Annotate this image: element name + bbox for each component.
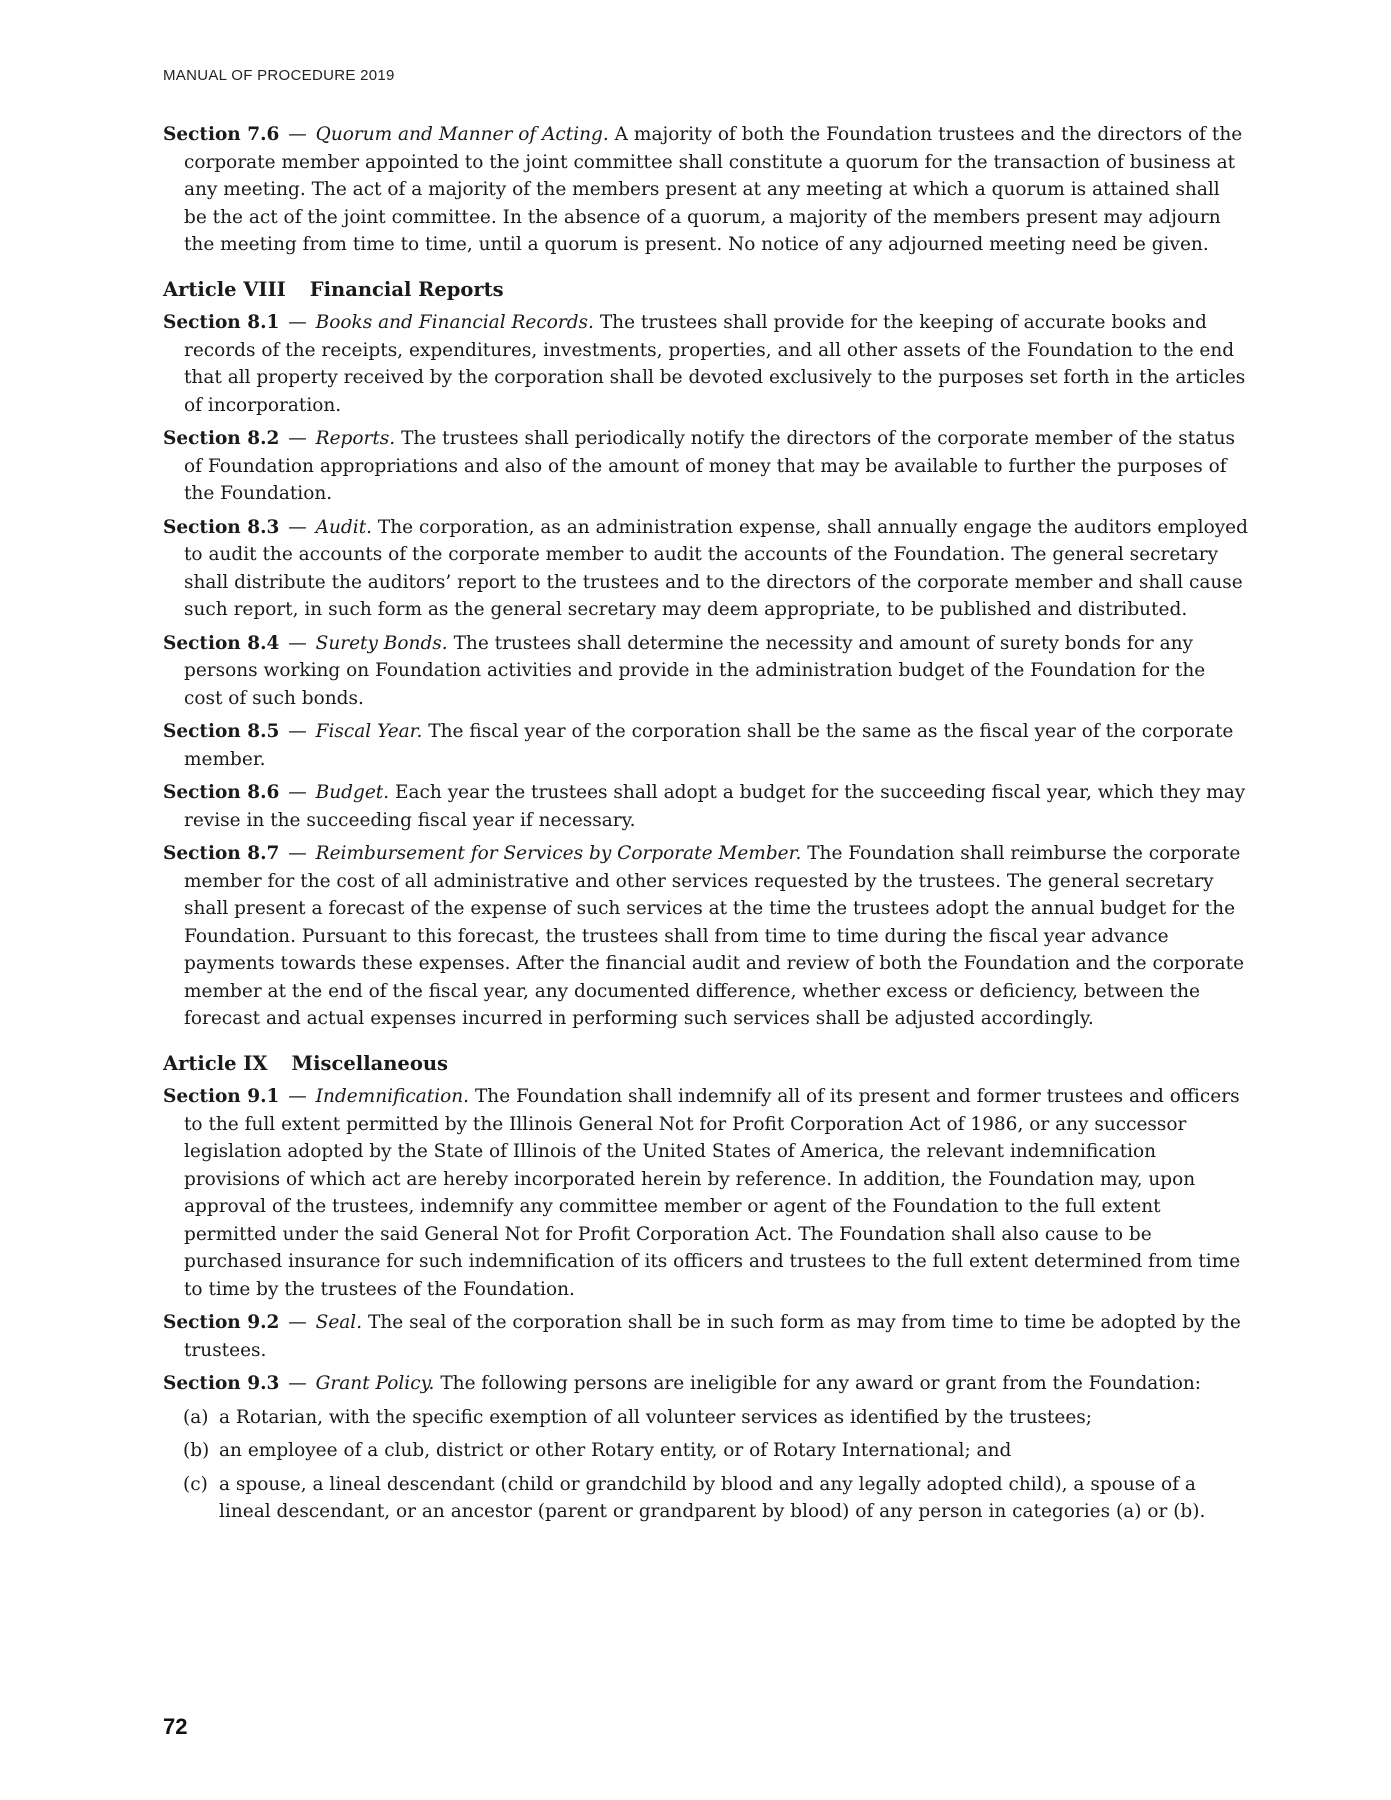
list-item-letter: (b) (183, 1440, 210, 1461)
section-8-6: Section 8.6 — Budget. Each year the trustees shall adopt a budget for the succeeding fiscal year, which they may revise in the succeeding fiscal year if necessary. (163, 782, 1246, 831)
section-label: Section 9.1 (163, 1086, 280, 1107)
section-title: Indemnification. (315, 1086, 470, 1107)
list-item-text: a spouse, a lineal descendant (child or grandchild by blood and any legally adopted child), a spouse of a lineal descendant, or an ancestor (parent or grandparent by blood) of any person in categories (a) or (b). (219, 1473, 1206, 1522)
section-text: The following persons are ineligible for any award or grant from the Foundation: (440, 1373, 1201, 1394)
section-8-2: Section 8.2 — Reports. The trustees shall periodically notify the directors of the corporate member of the status of Foundation appropriations and also of the amount of money that may be available to further the purposes of the Foundation. (163, 428, 1236, 504)
section-text: The Foundation shall reimburse the corporate member for the cost of all administrative and other services requested by the trustees. The general secretary shall present a forecast of the expense of such services at the time the trustees adopt the annual budget for the Foundation. Pursuant to this forecast, the trustees shall from time to time during the fiscal year advance payments towards these expenses. After the financial audit and review of both the Foundation and the corporate member at the end of the fiscal year, any documented difference, whether excess or deficiency, between the forecast and actual expenses incurred in performing such services shall be adjusted accordingly. (184, 843, 1245, 1029)
ineligible-list (163, 1404, 1248, 1526)
section-text: The trustees shall provide for the keeping of accurate books and records of the receipts, expenditures, investments, properties, and all other assets of the Foundation to the end that all property received by the corporation shall be devoted exclusively to the purposes set forth in the articles of incorporation. (184, 312, 1246, 416)
list-item-letter: (a) (183, 1406, 209, 1428)
section-8-7: Section 8.7 — Reimbursement for Services by Corporate Member. The Foundation shall reimburse the corporate member for the cost of all administrative and other services requested by the trustees. The general secretary shall present a forecast of the expense of such services at the time the trustees adopt the annual budget for the Foundation. Pursuant to this forecast, the trustees shall from time to time during the fiscal year advance payments towards these expenses. After the financial audit and review of both the Foundation and the corporate member at the end of the fiscal year, any documented difference, whether excess or deficiency, between the forecast and actual expenses incurred in performing such services shall be adjusted accordingly. (163, 843, 1245, 1029)
list-item-text: an employee of a club, district or other Rotary entity, or of Rotary International; and (219, 1440, 1012, 1461)
section-title: Reimbursement for Services by Corporate Member. (315, 843, 802, 864)
section-8-5: Section 8.5 — Fiscal Year. The fiscal year of the corporation shall be the same as the fiscal year of the corporate member. (163, 721, 1234, 770)
article-heading (163, 276, 1248, 304)
section-text: Each year the trustees shall adopt a budget for the succeeding fiscal year, which they may revise in the succeeding fiscal year if necessary. (184, 782, 1246, 831)
section-text: The fiscal year of the corporation shall be the same as the fiscal year of the corporate member. (184, 721, 1234, 770)
section-text: The trustees shall periodically notify the directors of the corporate member of the status of Foundation appropriations and also of the amount of money that may be available to further the purposes of the Foundation. (184, 428, 1236, 504)
section-title: Audit. (315, 516, 373, 538)
section-label: Section 8.5 (163, 721, 280, 742)
section-title: Budget. (315, 782, 390, 803)
list-item-letter: (c) (183, 1473, 208, 1495)
article-title: Miscellaneous (291, 1051, 448, 1075)
article-label: Article IX (163, 1051, 268, 1075)
section-label: Section 8.3 (163, 516, 280, 538)
section-text: The corporation, as an administration expense, shall annually engage the auditors employed to audit the accounts of the corporate member to audit the accounts of the Foundation. The general secretary shall distribute the auditors’ report to the trustees and to the directors of the corporate member and shall cause such report, in such form as the general secretary may deem appropriate, to be published and distributed. (184, 516, 1248, 620)
section-8-4: Section 8.4 — Surety Bonds. The trustees shall determine the necessity and amount of surety bonds for any persons working on Foundation activities and provide in the administration budget of the Foundation for the cost of such bonds. (163, 632, 1206, 709)
section-label: Section 9.3 (163, 1373, 280, 1394)
section-title: Fiscal Year. (315, 721, 423, 742)
section-9-1: Section 9.1 — Indemnification. The Foundation shall indemnify all of its present and former trustees and officers to the full extent permitted by the Illinois General Not for Profit Corporation Act of 1986, or any successor legislation adopted by the State of Illinois of the United States of America, the relevant indemnification provisions of which act are hereby incorporated herein by reference. In addition, the Foundation may, upon approval of the trustees, indemnify any committee member or agent of the Foundation to the full extent permitted under the said General Not for Profit Corporation Act. The Foundation shall also cause to be purchased insurance for such indemnification of its officers and trustees to the full extent determined from time to time by the trustees of the Foundation. (163, 1086, 1241, 1300)
section-title: Books and Financial Records. (315, 312, 594, 333)
section-text: The seal of the corporation shall be in such form as may from time to time be adopted by the trustees. (184, 1312, 1241, 1361)
section-label: Section 8.1 (163, 312, 280, 333)
section-text: The Foundation shall indemnify all of its present and former trustees and officers to the full extent permitted by the Illinois General Not for Profit Corporation Act of 1986, or any successor legislation adopted by the State of Illinois of the United States of America, the relevant indemnification provisions of which act are hereby incorporated herein by reference. In addition, the Foundation may, upon approval of the trustees, indemnify any committee member or agent of the Foundation to the full extent permitted under the said General Not for Profit Corporation Act. The Foundation shall also cause to be purchased insurance for such indemnification of its officers and trustees to the full extent determined from time to time by the trustees of the Foundation. (184, 1086, 1241, 1300)
list-item (183, 1437, 1248, 1465)
section-label: Section 8.2 (163, 428, 280, 449)
section-9-2: Section 9.2 — Seal. The seal of the corporation shall be in such form as may from time to time be adopted by the trustees. (163, 1312, 1241, 1361)
document-body (163, 121, 1248, 1532)
list-item (183, 1471, 1248, 1526)
section-label: Section 8.7 (163, 843, 280, 864)
article-label: Article VIII (163, 277, 286, 301)
section-label: Section 9.2 (163, 1312, 280, 1333)
section-title: Surety Bonds. (315, 632, 448, 654)
article-title: Financial Reports (309, 277, 504, 301)
article-heading (163, 1050, 1248, 1078)
section-8-1: Section 8.1 — Books and Financial Records. The trustees shall provide for the keeping of accurate books and records of the receipts, expenditures, investments, properties, and all other assets of the Foundation to the end that all property received by the corporation shall be devoted exclusively to the purposes set forth in the articles of incorporation. (163, 312, 1246, 416)
section-title: Quorum and Manner of Acting. (315, 124, 609, 145)
page-number: 72 (163, 1714, 188, 1739)
section-label: Section 8.6 (163, 782, 280, 803)
section-label: Section 7.6 (163, 124, 280, 145)
section-8-3: Section 8.3 — Audit. The corporation, as an administration expense, shall annually engage the auditors employed to audit the accounts of the corporate member to audit the accounts of the Foundation. The general secretary shall distribute the auditors’ report to the trustees and to the directors of the corporate member and shall cause such report, in such form as the general secretary may deem appropriate, to be published and distributed. (163, 516, 1248, 620)
list-item (183, 1404, 1248, 1432)
section-text: The trustees shall determine the necessity and amount of surety bonds for any persons working on Foundation activities and provide in the administration budget of the Foundation for the cost of such bonds. (184, 632, 1206, 709)
section-title: Grant Policy. (315, 1373, 435, 1394)
running-header: MANUAL OF PROCEDURE 2019 (163, 67, 395, 84)
section-title: Reports. (315, 428, 396, 449)
section-label: Section 8.4 (163, 632, 280, 654)
list-item-text: a Rotarian, with the specific exemption of all volunteer services as identified by the trustees; (219, 1406, 1093, 1428)
section-7-6: Section 7.6 — Quorum and Manner of Acting. A majority of both the Foundation trustees and the directors of the corporate member appointed to the joint committee shall constitute a quorum for the transaction of business at any meeting. The act of a majority of the members present at any meeting at which a quorum is attained shall be the act of the joint committee. In the absence of a quorum, a majority of the members present may adjourn the meeting from time to time, until a quorum is present. No notice of any adjourned meeting need be given. (163, 124, 1243, 255)
section-text: A majority of both the Foundation trustees and the directors of the corporate member appointed to the joint committee shall constitute a quorum for the transaction of business at any meeting. The act of a majority of the members present at any meeting at which a quorum is attained shall be the act of the joint committee. In the absence of a quorum, a majority of the members present may adjourn the meeting from time to time, until a quorum is present. No notice of any adjourned meeting need be given. (184, 124, 1243, 255)
section-9-3: Section 9.3 — Grant Policy. The following persons are ineligible for any award or grant from the Foundation: (163, 1373, 1201, 1394)
section-title: Seal. (315, 1312, 363, 1333)
